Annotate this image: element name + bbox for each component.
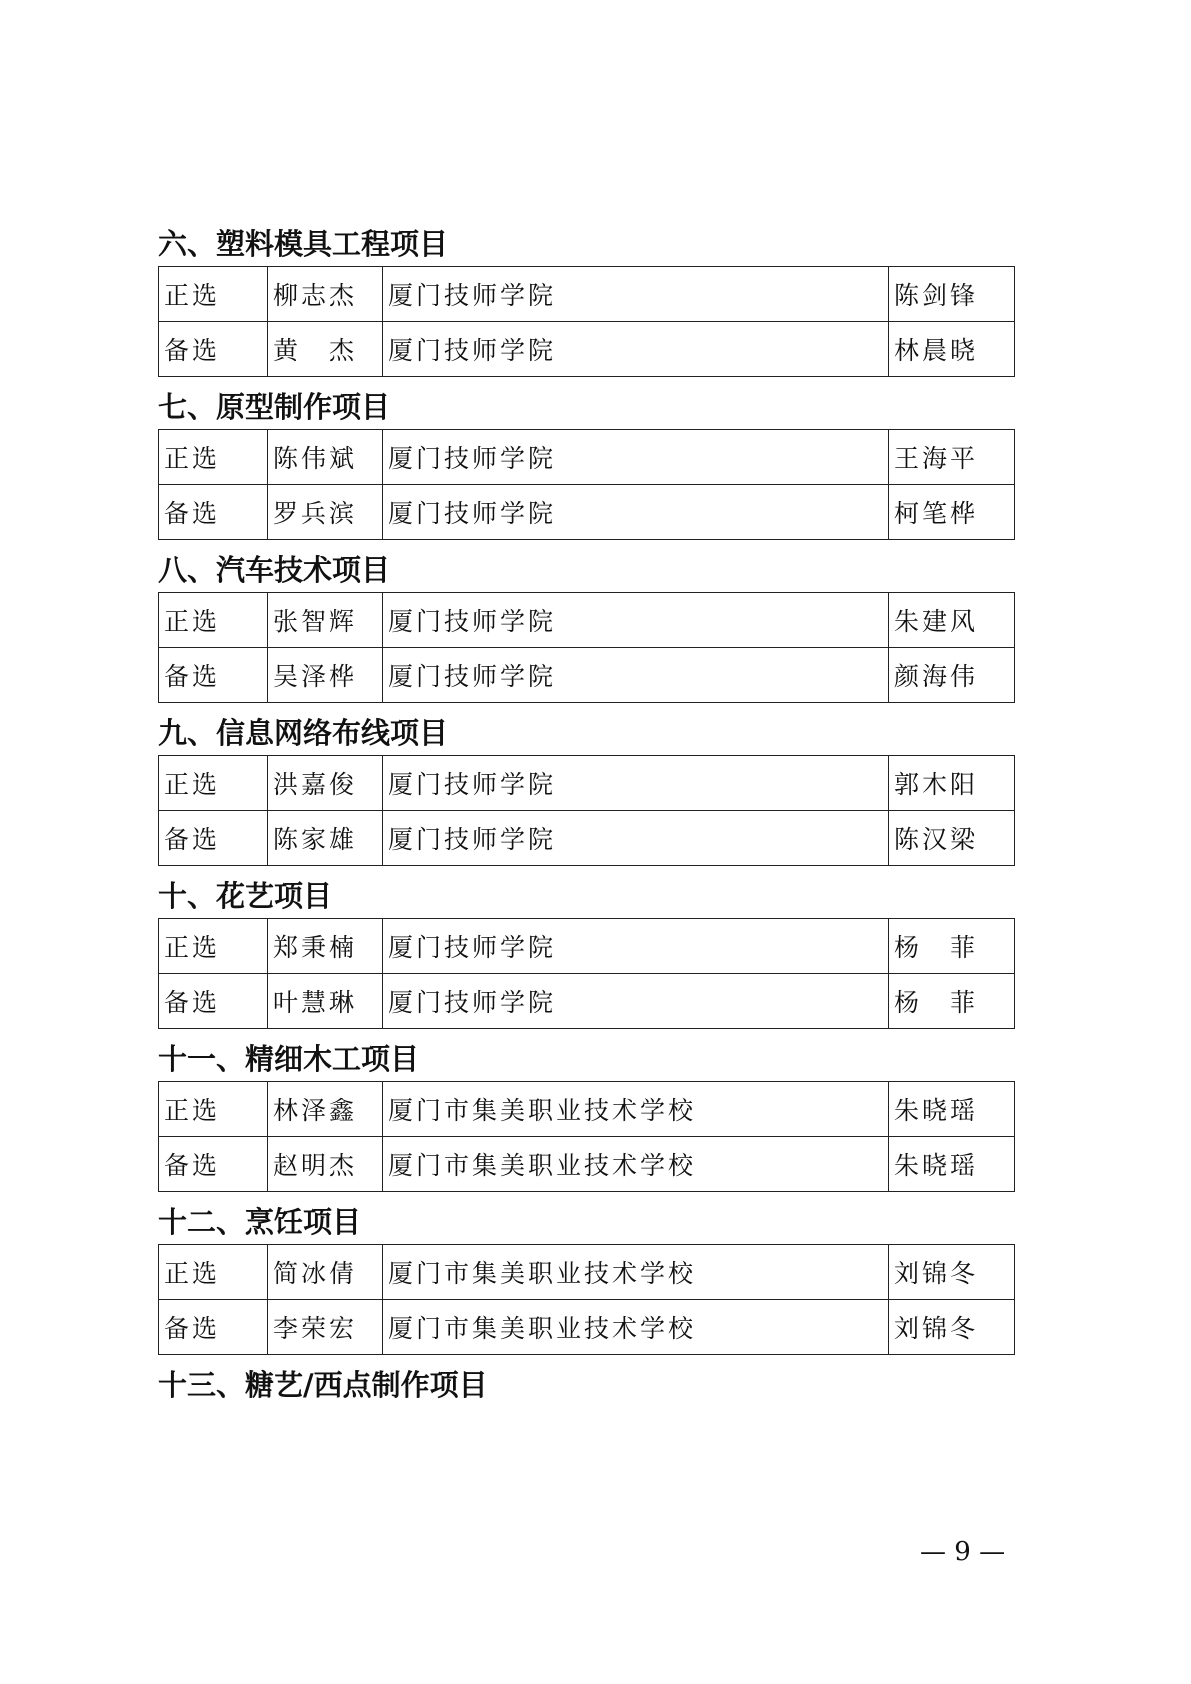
- role-cell: 备选: [159, 1300, 268, 1355]
- name-cell: 洪嘉俊: [268, 756, 383, 811]
- school-cell: 厦门技师学院: [383, 974, 889, 1029]
- coach-cell: 朱建风: [889, 593, 1015, 648]
- name-cell: 简冰倩: [268, 1245, 383, 1300]
- name-cell: 张智辉: [268, 593, 383, 648]
- section-heading: 十、花艺项目: [158, 879, 333, 913]
- table-row: [159, 1137, 1015, 1192]
- coach-cell: 朱晓瑶: [889, 1137, 1015, 1192]
- roster-table: [158, 266, 1015, 377]
- role-cell: 备选: [159, 1137, 268, 1192]
- section-automotive: [158, 548, 1014, 703]
- role-cell: 备选: [159, 811, 268, 866]
- section-heading-sugar-pastry: 十三、糖艺/西点制作项目: [158, 1368, 488, 1402]
- role-cell: 正选: [159, 267, 268, 322]
- table-row: [159, 974, 1015, 1029]
- table-row: [159, 919, 1015, 974]
- school-cell: 厦门市集美职业技术学校: [383, 1082, 889, 1137]
- name-cell: 吴泽桦: [268, 648, 383, 703]
- coach-cell: 陈汉梁: [889, 811, 1015, 866]
- table-row: [159, 756, 1015, 811]
- coach-cell: 郭木阳: [889, 756, 1015, 811]
- role-cell: 正选: [159, 1082, 268, 1137]
- coach-cell: 陈剑锋: [889, 267, 1015, 322]
- table-row: [159, 1300, 1015, 1355]
- table-row: [159, 811, 1015, 866]
- school-cell: 厦门技师学院: [383, 593, 889, 648]
- name-cell: 陈家雄: [268, 811, 383, 866]
- coach-cell: 杨 菲: [889, 974, 1015, 1029]
- document-body: [158, 222, 1014, 1407]
- name-cell: 李荣宏: [268, 1300, 383, 1355]
- school-cell: 厦门市集美职业技术学校: [383, 1245, 889, 1300]
- school-cell: 厦门技师学院: [383, 811, 889, 866]
- roster-table: [158, 755, 1015, 866]
- role-cell: 正选: [159, 430, 268, 485]
- coach-cell: 刘锦冬: [889, 1245, 1015, 1300]
- coach-cell: 朱晓瑶: [889, 1082, 1015, 1137]
- role-cell: 正选: [159, 919, 268, 974]
- name-cell: 陈伟斌: [268, 430, 383, 485]
- school-cell: 厦门技师学院: [383, 485, 889, 540]
- school-cell: 厦门技师学院: [383, 430, 889, 485]
- table-row: [159, 485, 1015, 540]
- roster-table: [158, 918, 1015, 1029]
- roster-table: [158, 1081, 1015, 1192]
- name-cell: 罗兵滨: [268, 485, 383, 540]
- section-joinery: [158, 1037, 1014, 1192]
- page-number: — 9 —: [920, 1537, 1006, 1567]
- table-row: [159, 1245, 1015, 1300]
- section-floristry: [158, 874, 1014, 1029]
- name-cell: 林泽鑫: [268, 1082, 383, 1137]
- section-network-cabling: [158, 711, 1014, 866]
- school-cell: 厦门技师学院: [383, 756, 889, 811]
- section-heading: 十一、精细木工项目: [158, 1042, 420, 1076]
- role-cell: 备选: [159, 322, 268, 377]
- coach-cell: 林晨晓: [889, 322, 1015, 377]
- role-cell: 正选: [159, 593, 268, 648]
- school-cell: 厦门技师学院: [383, 919, 889, 974]
- coach-cell: 杨 菲: [889, 919, 1015, 974]
- table-row: [159, 267, 1015, 322]
- school-cell: 厦门市集美职业技术学校: [383, 1300, 889, 1355]
- section-prototype: [158, 385, 1014, 540]
- table-row: [159, 430, 1015, 485]
- roster-table: [158, 429, 1015, 540]
- role-cell: 正选: [159, 1245, 268, 1300]
- section-heading: 十二、烹饪项目: [158, 1205, 362, 1239]
- school-cell: 厦门技师学院: [383, 648, 889, 703]
- roster-table: [158, 1244, 1015, 1355]
- roster-table: [158, 592, 1015, 703]
- name-cell: 赵明杰: [268, 1137, 383, 1192]
- name-cell: 柳志杰: [268, 267, 383, 322]
- school-cell: 厦门市集美职业技术学校: [383, 1137, 889, 1192]
- section-heading: 七、原型制作项目: [158, 390, 391, 424]
- section-heading: 八、汽车技术项目: [158, 553, 391, 587]
- name-cell: 叶慧琳: [268, 974, 383, 1029]
- coach-cell: 颜海伟: [889, 648, 1015, 703]
- role-cell: 正选: [159, 756, 268, 811]
- role-cell: 备选: [159, 648, 268, 703]
- coach-cell: 柯笔桦: [889, 485, 1015, 540]
- role-cell: 备选: [159, 974, 268, 1029]
- coach-cell: 王海平: [889, 430, 1015, 485]
- section-plastic-mold: [158, 222, 1014, 377]
- section-heading: 九、信息网络布线项目: [158, 716, 449, 750]
- section-heading: 六、塑料模具工程项目: [158, 227, 449, 261]
- name-cell: 黄 杰: [268, 322, 383, 377]
- table-row: [159, 322, 1015, 377]
- coach-cell: 刘锦冬: [889, 1300, 1015, 1355]
- section-cooking: [158, 1200, 1014, 1355]
- table-row: [159, 593, 1015, 648]
- role-cell: 备选: [159, 485, 268, 540]
- school-cell: 厦门技师学院: [383, 322, 889, 377]
- school-cell: 厦门技师学院: [383, 267, 889, 322]
- table-row: [159, 648, 1015, 703]
- table-row: [159, 1082, 1015, 1137]
- name-cell: 郑秉楠: [268, 919, 383, 974]
